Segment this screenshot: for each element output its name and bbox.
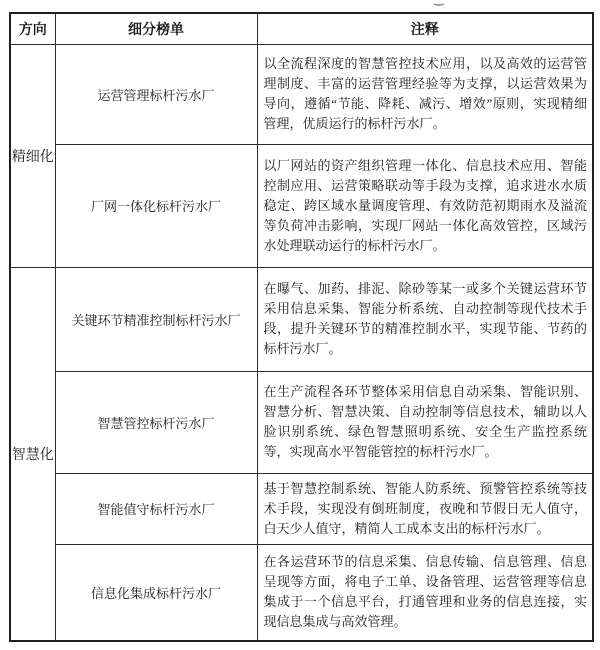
cropped-caption-artifact — [433, 0, 445, 6]
direction-cell-smart: 智慧化 — [10, 267, 55, 641]
table-row — [10, 44, 593, 144]
sublist-cell: 运营管理标杆污水厂 — [55, 44, 257, 144]
header-note: 注释 — [257, 13, 593, 44]
table-row — [10, 371, 593, 473]
note-cell: 以厂网站的资产组织管理一体化、信息技术应用、智能控制应用、运营策略联动等手段为支撑，追求进水水质稳定、跨区域水量调度管理、有效防范初期雨水及溢流等负荷冲击影响，实现厂网站一体化高效管控，区域污水处理联动运行的标杆污水厂。 — [257, 144, 593, 267]
header-sublist: 细分榜单 — [55, 13, 257, 44]
note-cell: 在各运营环节的信息采集、信息传输、信息管理、信息呈现等方面，将电子工单、设备管理、运营管理等信息集成于一个信息平台，打通管理和业务的信息连接，实现信息集成与高效管理。 — [257, 544, 593, 641]
table-header-row — [10, 13, 593, 44]
note-cell: 基于智慧控制系统、智能人防系统、预警管控系统等技术手段，实现没有倒班制度，夜晚和节假日无人值守，白天少人值守，精简人工成本支出的标杆污水厂。 — [257, 473, 593, 544]
sublist-cell: 关键环节精准控制标杆污水厂 — [55, 267, 257, 371]
note-cell: 在曝气、加药、排泥、除砂等某一或多个关键运营环节采用信息采集、智能分析系统、自动控制等现代技术手段，提升关键环节的精准控制水平，实现节能、节药的标杆污水厂。 — [257, 267, 593, 371]
note-cell: 以全流程深度的智慧管控技术应用，以及高效的运营管理制度、丰富的运营管理经验等为支撑，以运营效果为导向，遵循“节能、降耗、减污、增效”原则，实现精细管理，优质运行的标杆污水厂。 — [257, 44, 593, 144]
sublist-cell: 厂网一体化标杆污水厂 — [55, 144, 257, 267]
benchmark-table — [9, 12, 594, 642]
table-row — [10, 544, 593, 641]
sublist-cell: 智能值守标杆污水厂 — [55, 473, 257, 544]
note-cell: 在生产流程各环节整体采用信息自动采集、智能识别、智慧分析、智慧决策、自动控制等信息技术，辅助以人脸识别系统、绿色智慧照明系统、安全生产监控系统等，实现高水平智能管控的标杆污水厂。 — [257, 371, 593, 473]
header-direction: 方向 — [10, 13, 55, 44]
sublist-cell: 智慧管控标杆污水厂 — [55, 371, 257, 473]
direction-cell-refinement: 精细化 — [10, 44, 55, 267]
table-row — [10, 267, 593, 371]
sublist-cell: 信息化集成标杆污水厂 — [55, 544, 257, 641]
table-row — [10, 473, 593, 544]
table-row — [10, 144, 593, 267]
table-body — [10, 44, 593, 641]
